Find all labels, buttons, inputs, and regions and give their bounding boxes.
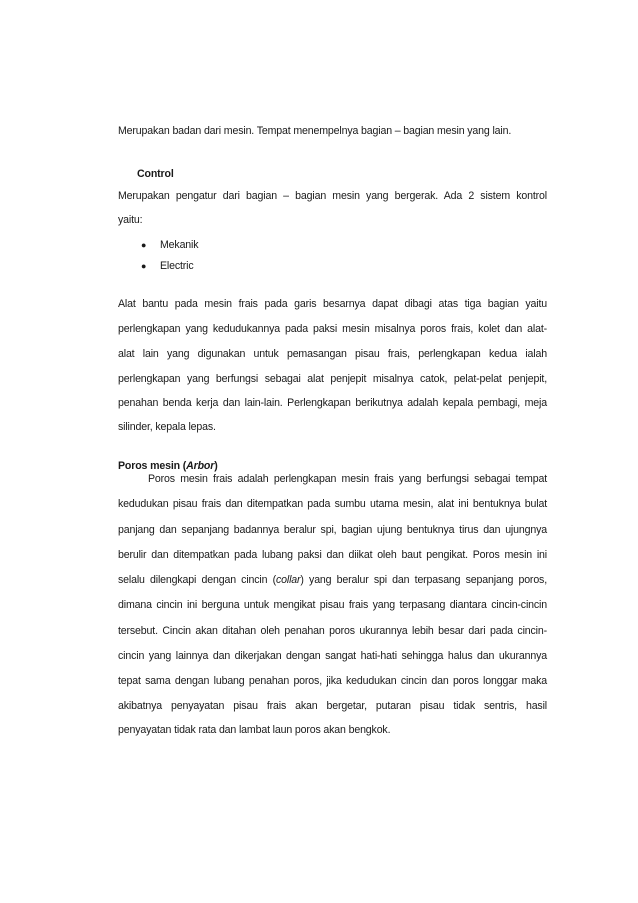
bullet-item: Mekanik	[160, 239, 199, 251]
control-heading: Control	[137, 168, 174, 180]
paragraph-line: Alat bantu pada mesin frais pada garis besarnya dapat dibagi atas tiga bagian yaitu	[118, 298, 547, 310]
control-desc-line: Merupakan pengatur dari bagian – bagian mesin yang bergerak. Ada 2 sistem kontrol	[118, 190, 547, 202]
paragraph-line	[118, 573, 547, 587]
bullet-icon: ●	[141, 240, 147, 250]
paragraph-line: berulir dan ditempatkan pada lubang paksi dan diikat oleh baut pengikat. Poros mesin ini	[118, 549, 547, 561]
collar-italic: collar	[276, 574, 301, 586]
bullet-icon: ●	[141, 261, 147, 271]
control-desc-line: yaitu:	[118, 214, 143, 226]
paragraph-line: penahan benda kerja dan lain-lain. Perlengkapan berikutnya adalah kepala pembagi, meja	[118, 397, 547, 409]
paragraph-line: Poros mesin frais adalah perlengkapan mesin frais yang berfungsi sebagai tempat	[148, 473, 547, 485]
paragraph-line: alat lain yang digunakan untuk pemasangan pisau frais, perlengkapan kedua ialah	[118, 348, 547, 360]
poros-heading-suffix: )	[214, 460, 218, 472]
paragraph-line: tersebut. Cincin akan ditahan oleh penahan poros ukurannya lebih besar dari pada cincin-	[118, 625, 547, 637]
poros-heading-italic: Arbor	[186, 460, 215, 472]
paragraph-line: kedudukan pisau frais dan ditempatkan pada sumbu utama mesin, alat ini bentuknya bulat	[118, 498, 547, 510]
poros-heading	[118, 459, 547, 473]
poros-heading-prefix: Poros mesin (	[118, 460, 187, 472]
paragraph-line: akibatnya penyayatan pisau frais akan bergetar, putaran pisau tidak sentris, hasil	[118, 700, 547, 712]
line-text: selalu dilengkapi dengan cincin (	[118, 574, 276, 586]
paragraph-line: tepat sama dengan lubang penahan poros, jika kedudukan cincin dan poros longgar maka	[118, 675, 547, 687]
paragraph-line: dimana cincin ini berguna untuk mengikat pisau frais yang terpasang diantara cincin-cincin	[118, 599, 547, 611]
paragraph-line: penyayatan tidak rata dan lambat laun poros akan bengkok.	[118, 724, 391, 736]
paragraph-line: silinder, kepala lepas.	[118, 421, 216, 433]
intro-text: Merupakan badan dari mesin. Tempat menempelnya bagian – bagian mesin yang lain.	[118, 125, 512, 137]
paragraph-line: panjang dan sepanjang badannya beralur spi, bagian ujung bentuknya tirus dan ujungnya	[118, 524, 547, 536]
paragraph-line: cincin yang lainnya dan dikerjakan dengan sangat hati-hati sehingga halus dan ukurannya	[118, 650, 547, 662]
paragraph-line: perlengkapan yang berfungsi sebagai alat penjepit misalnya catok, pelat-pelat penjepit,	[118, 373, 547, 385]
paragraph-line: perlengkapan yang kedudukannya pada paksi mesin misalnya poros frais, kolet dan alat-	[118, 323, 547, 335]
bullet-item: Electric	[160, 260, 194, 272]
line-text: ) yang beralur spi dan terpasang sepanjang poros,	[300, 574, 547, 586]
